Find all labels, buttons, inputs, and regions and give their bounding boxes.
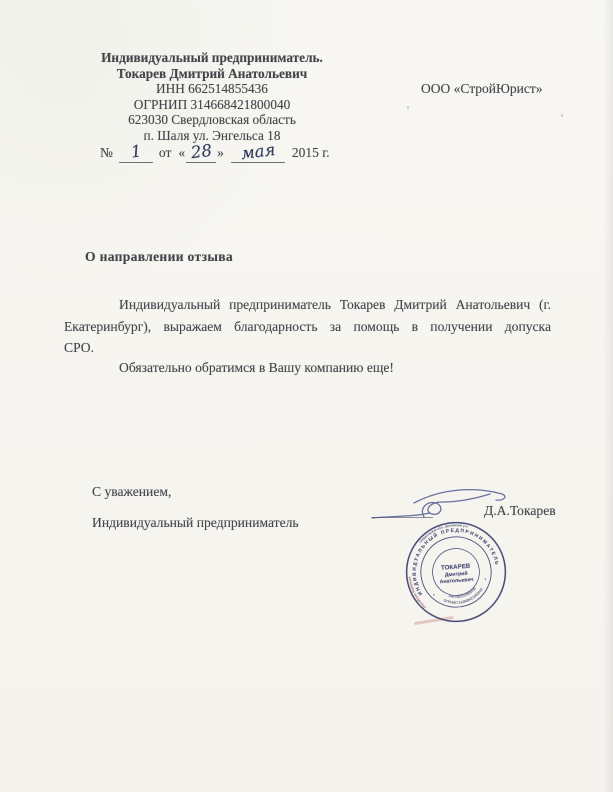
ref-close-quote: » xyxy=(217,145,224,160)
ref-day-slot xyxy=(186,140,216,163)
stamp-patronymic: Анатольевич xyxy=(439,576,474,586)
body-line: СРО. xyxy=(64,340,95,356)
recipient-name: ООО «СтройЮрист» xyxy=(421,81,543,96)
body-line: Индивидуальный предприниматель Токарев Дмитрий Анатольевич (г. xyxy=(119,297,551,312)
signature-svg xyxy=(356,477,524,539)
sender-address-street: п. Шаля ул. Энгельса 18 xyxy=(143,127,281,143)
ref-day-handwritten: 28 xyxy=(189,140,213,163)
ref-number-slot xyxy=(119,141,153,163)
reference-line xyxy=(100,139,330,164)
ref-number-handwritten: 1 xyxy=(129,141,143,162)
ref-month-handwritten: мая xyxy=(239,139,277,164)
body-paragraph-1 xyxy=(64,294,551,359)
stamp-dot-left: • xyxy=(432,592,436,598)
signature-strokes xyxy=(372,490,505,518)
sender-inn: ИНН 662514855436 xyxy=(156,81,268,97)
sender-address-region: 623030 Свердловская область xyxy=(128,112,296,128)
signature-stroke-loop xyxy=(422,494,490,517)
scan-speck xyxy=(561,114,563,117)
scan-speck xyxy=(407,106,409,109)
stamp-ogrnip-text: ОГРНИП 314668421800040 xyxy=(442,587,484,605)
stamp-dot-right: • xyxy=(484,576,487,582)
body-paragraph-2: Обязательно обратимся в Вашу компанию еще! xyxy=(119,360,394,375)
stamp-center-name xyxy=(438,563,473,586)
handwritten-signature xyxy=(356,477,524,539)
body-line: Екатеринбург), выражаем благодарность за помощь в получении допуска xyxy=(64,318,551,334)
subject-line: О направлении отзыва xyxy=(85,249,234,264)
stamp-ring-title-text: ИНДИВИДУАЛЬНЫЙ ПРЕДПРИНИМАТЕЛЬ xyxy=(412,528,499,596)
stamp-surname: ТОКАРЕВ xyxy=(440,562,471,572)
closing-title: Индивидуальный предприниматель xyxy=(92,515,299,530)
stamp-inn-text: ИНН 662514855436 xyxy=(448,586,477,600)
ref-from-label: от xyxy=(158,145,172,160)
stamp-country-text: Российская Федерация xyxy=(407,576,427,609)
signer-name: Д.А.Токарев xyxy=(484,503,556,518)
sender-title: Индивидуальный предприниматель. xyxy=(101,50,323,65)
ref-open-quote: « xyxy=(178,145,186,160)
ref-year: 2015 г. xyxy=(291,145,330,160)
ref-month-slot xyxy=(231,139,285,164)
signature-stroke-base xyxy=(372,513,430,518)
closing-regards: С уважением, xyxy=(92,484,172,499)
sender-ogrnip: ОГРНИП 314668421800040 xyxy=(133,96,291,112)
stamp-inn xyxy=(447,586,478,603)
stamp-first-name: Дмитрий xyxy=(444,570,468,579)
sender-name: Токарев Дмитрий Анатольевич xyxy=(116,65,308,81)
ref-number-sign: № xyxy=(100,145,113,160)
sender-letterhead xyxy=(70,50,354,144)
stamp-region-text: Свердловская обл., Шалинский р-н xyxy=(418,523,469,544)
scan-edge-shadow xyxy=(603,0,613,792)
